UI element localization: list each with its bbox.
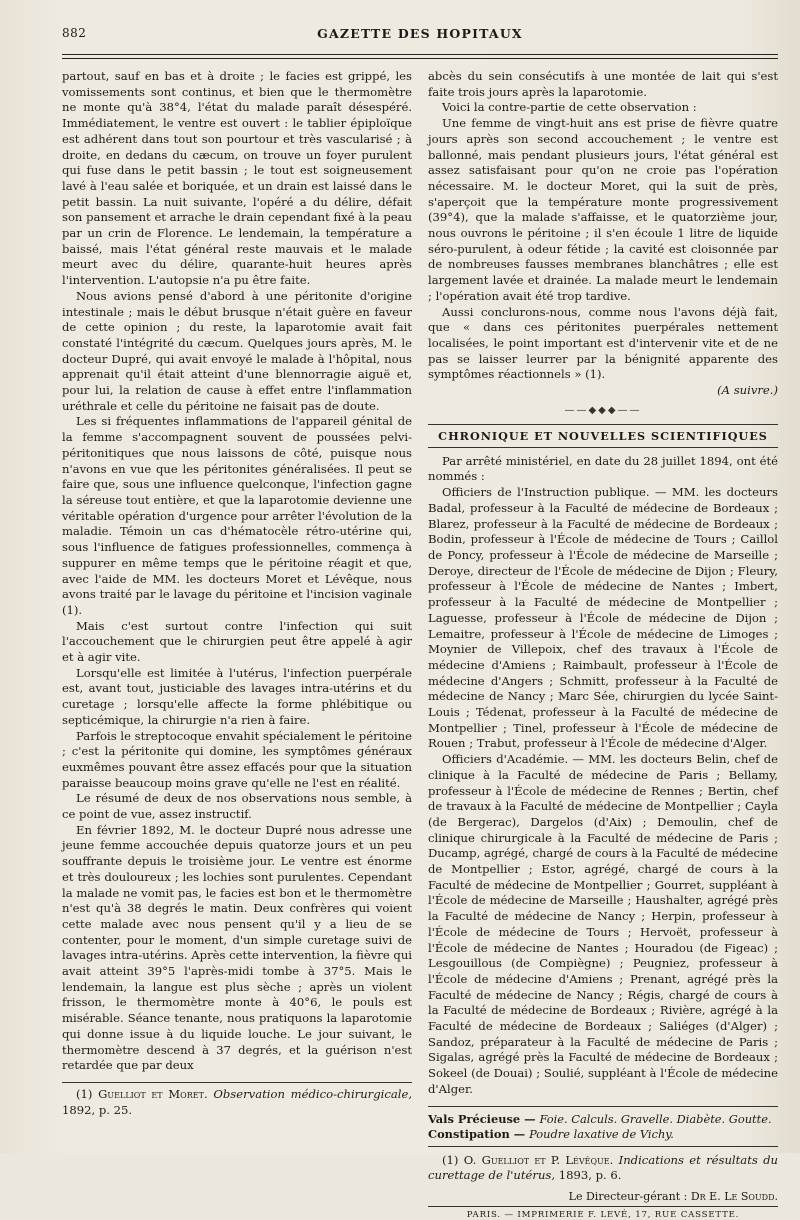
chronicle-paragraph: Officiers de l'Instruction publique. — MM. les docteurs Badal, professeur à la Faculté de médecine de Bordeaux ; Blarez, professeur à la Faculté de médecine de Bordeaux ; Bodin, professeur à l'École de médecine de Tours ; Caillol de Poncy, professeur à l'École de médecine de Marseille ; Deroye, directeur de l'École de médecine de Dijon ; Fleury, professeur à l'École de médecine de Nantes ; Imbert, professeur à la Faculté de médecine de Montpellier ; Laguesse, professeur à l'École de médecine de Dijon ; Lemaitre, professeur à l'École de médecine de Limoges ; Moynier de Villepoix, chef des travaux à l'École de médecine d'Amiens ; Raimbault, professeur à l'École de médecine d'Angers ; Schmitt, professeur à la Faculté de médecine de Nancy ; Marc Sée, chirurgien du lycée Saint-Louis ; Tédenat, professeur à la Faculté de médecine de Montpellier ; Tinel, professeur à l'École de médecine de Rouen ; Trabut, professeur à l'École de médecine d'Alger. [428, 485, 778, 751]
section-title: CHRONIQUE ET NOUVELLES SCIENTIFIQUES [428, 424, 778, 448]
ad-brand: Constipation — [428, 1126, 526, 1141]
right-column [428, 69, 778, 1220]
chronicle-intro: Par arrêté ministériel, en date du 28 juillet 1894, ont été nommés : [428, 453, 778, 484]
footnote-marker: (1) [76, 1087, 93, 1101]
advertisement-box [428, 1106, 778, 1147]
left-paragraph: partout, sauf en bas et à droite ; le facies est grippé, les vomissements sont continus, et bien que le thermomètre ne monte qu'à 38°4, l'état du malade paraît désespéré. Immédiatement, le ventre est ouvert : le tablier épiploïque est adhérent dans tout son pourtour et très vascularisé ; à droite, en dedans du cæcum, on trouve un foyer purulent qui fuse dans le petit bassin ; le tout est soigneusement lavé à l'eau salée et boriquée, et un drain est laissé dans le petit bassin. La nuit suivante, l'opéré a du délire, défait son pansement et arrache le drain cependant fixé à la peau par un crin de Florence. Le lendemain, la température a baissé, mais l'état général reste mauvais et le malade meurt avec du délire, quarante-huit heures après l'intervention. L'autopsie n'a pu être faite. [62, 69, 412, 288]
right-paragraph: Aussi conclurons-nous, comme nous l'avons déjà fait, que « dans ces péritonites puerpérales nettement localisées, le point important est d'intervenir vite et de ne pas se laisser leurrer par la bénignité apparente des symptômes réactionnels » (1). [428, 304, 778, 382]
left-paragraph: En février 1892, M. le docteur Dupré nous adresse une jeune femme accouchée depuis quatorze jours et un peu souffrante depuis le troisième jour. Le ventre est énorme et très douloureux ; les lochies sont purulentes. Cependant la malade ne vomit pas, le facies est bon et le thermomètre n'est qu'à 38 degrés le matin. Deux confrères qui voient cette malade avec nous pensent qu'il y a lieu de se contenter, pour le moment, d'un simple curetage suivi de lavages intra-utérins. Après cette intervention, la fièvre qui avait atteint 39°5 l'après-midi tombe à 37°5. Mais le lendemain, la langue est plus sèche ; après un violent frisson, le thermomètre monte à 40°6, le pouls est misérable. Séance tenante, nous pratiquons la laparotomie qui donne issue à du liquide louche. Le jour suivant, le thermomètre descend à 37 degrés, et la guérison n'est retardée que par deux [62, 822, 412, 1073]
ad-line [428, 1127, 778, 1142]
footnote-marker: (1) [442, 1152, 459, 1167]
left-paragraph: Nous avions pensé d'abord à une péritonite d'origine intestinale ; mais le début brusque n'était guère en faveur de cette opinion ; du reste, la laparotomie avait fait constaté l'intégrité du cæcum. Quelques jours après, M. le docteur Dupré, qui avait envoyé le malade à l'hôpital, nous apprenait qu'il était atteint d'une blennorragie aiguë et, pour lui, la relation de cause à effet entre l'inflammation uréthrale et celle du péritoine ne faisait pas de doute. [62, 288, 412, 413]
left-paragraph: Les si fréquentes inflammations de l'appareil génital de la femme s'accompagnent souvent de poussées pelvi-péritonitiques que nous laissons de côté, puisque nous n'avons en vue que les péritonites généralisées. Il peut se faire que, sous une influence quelconque, l'infection gagne la séreuse tout entière, et que la laparotomie devienne une véritable opération d'urgence pour arrêter l'évolution de la maladie. Témoin un cas d'hématocèle rétro-utérine qui, sous l'influence de fatigues professionnelles, commença à suppurer en même temps que le péritoine réagit et que, avec l'aide de MM. les docteurs Moret et Lévêque, nous avons traité par le lavage du péritoine et l'incision vaginale (1). [62, 414, 412, 617]
footnote-rest: 1893, p. 6. [558, 1168, 622, 1183]
right-paragraph: abcès du sein consécutifs à une montée de lait qui s'est faite trois jours après la laparotomie. [428, 69, 778, 99]
two-column-body [62, 69, 778, 1220]
footnote-rule [62, 1082, 412, 1083]
signature-name: Dr E. Le Soudd. [690, 1190, 778, 1203]
to-follow-text: (A suivre.) [717, 383, 778, 398]
footnote-authors: Guelliot et Moret. [98, 1087, 208, 1101]
footnote-authors: O. Guelliot et P. Lévêque. [463, 1152, 614, 1167]
right-paragraph: Voici la contre-partie de cette observation : [442, 100, 697, 115]
ornament-divider: ——◆◆◆—— [564, 404, 642, 416]
chronicle-paragraph: Officiers d'Académie. — MM. les docteurs Belin, chef de clinique à la Faculté de médecine de Paris ; Bellamy, professeur à l'École de médecine de Rennes ; Bertin, chef de travaux à la Faculté de médecine de Montpellier ; Cayla (de Bergerac), Dargelos (d'Aix) ; Demoulin, chef de clinique chirurgicale à la Faculté de médecine de Paris ; Ducamp, agrégé, chargé de cours à la Faculté de médecine de Montpellier ; Estor, agrégé, chargé de cours à la Faculté de médecine de Montpellier ; Gourret, suppléant à l'École de médecine de Marseille ; Haushalter, agrégé près la Faculté de médecine de Nancy ; Herpin, professeur à l'École de médecine de Tours ; Hervoët, professeur à l'École de médecine de Nantes ; Houradou (de Figeac) ; Lesgouillous (de Compiègne) ; Peugniez, professeur à l'École de médecine d'Amiens ; Prenant, agrégé près la Faculté de médecine de Nancy ; Régis, chargé de cours à la Faculté de médecine de Bordeaux ; Rivière, agrégé à la Faculté de médecine de Bordeaux ; Saliéges (d'Alger) ; Sandoz, préparateur à la Faculté de médecine de Paris ; Sigalas, agrégé près la Faculté de médecine de Bordeaux ; Sokeel (de Douai) ; Soulié, suppléant à l'École de médecine d'Alger. [428, 752, 778, 1096]
left-paragraph: Le résumé de deux de nos observations nous semble, à ce point de vue, assez instructif. [62, 791, 412, 822]
right-paragraph: Une femme de vingt-huit ans est prise de fièvre quatre jours après son second accouchement ; le ventre est ballonné, mais pendant plusieurs jours, l'état général est assez satisfaisant pour qu'on ne croie pas l'opération nécessaire. M. le docteur Moret, qui la suit de près, s'aperçoit que la température monte progressivement (39°4), que la malade s'affaisse, et le quatorzième jour, nous ouvrons le péritoine ; il s'en écoule 1 litre de liquide séro-purulent, à odeur fétide ; la cavité est cloisonnée par de nombreuses fausses membranes blanchâtres ; elle est largement lavée et drainée. La malade meurt le lendemain ; l'opération avait été trop tardive. [428, 116, 778, 303]
footnote-rest: 1892, p. 25. [62, 1102, 133, 1117]
ad-line [428, 1112, 778, 1127]
ad-brand: Vals Précieuse — [428, 1111, 536, 1126]
to-follow [428, 383, 778, 399]
header-rule [62, 54, 778, 59]
left-paragraph: Parfois le streptocoque envahit spécialement le péritoine ; c'est la péritonite qui domine, les symptômes généraux euxmêmes pouvant être assez effacés pour que la situation paraisse beaucoup moins grave qu'elle ne l'est en réalité. [62, 728, 412, 790]
printer-imprint: PARIS. — IMPRIMERIE F. LEVÉ, 17, RUE CASSETTE. [428, 1206, 778, 1220]
footnote-title: Indications et résultats du curettage de l'utérus, [428, 1152, 779, 1183]
left-paragraph: Lorsqu'elle est limitée à l'utérus, l'infection puerpérale est, avant tout, justiciable des lavages intra-utérins et du curetage ; lorsqu'elle affecte la forme phlébitique ou septicémique, la chirurgie n'a rien à faire. [62, 665, 412, 727]
right-footnote [428, 1153, 778, 1184]
director-signature [428, 1190, 778, 1203]
page-header [62, 26, 778, 48]
left-column [62, 69, 412, 1220]
left-footnote [62, 1087, 412, 1118]
ad-text: Foie. Calculs. Gravelle. Diabète. Goutte. [539, 1111, 772, 1126]
page-number: 882 [62, 26, 87, 40]
running-title: GAZETTE DES HOPITAUX [317, 26, 523, 41]
footnote-title: Observation médico-chirurgicale, [213, 1087, 413, 1101]
signature-label: Le Directeur-gérant : [568, 1190, 688, 1203]
left-paragraph: Mais c'est surtout contre l'infection qui suit l'accouchement que le chirurgien peut être appelé à agir et à agir vite. [62, 618, 412, 665]
ad-text: Poudre laxative de Vichy. [529, 1126, 674, 1141]
